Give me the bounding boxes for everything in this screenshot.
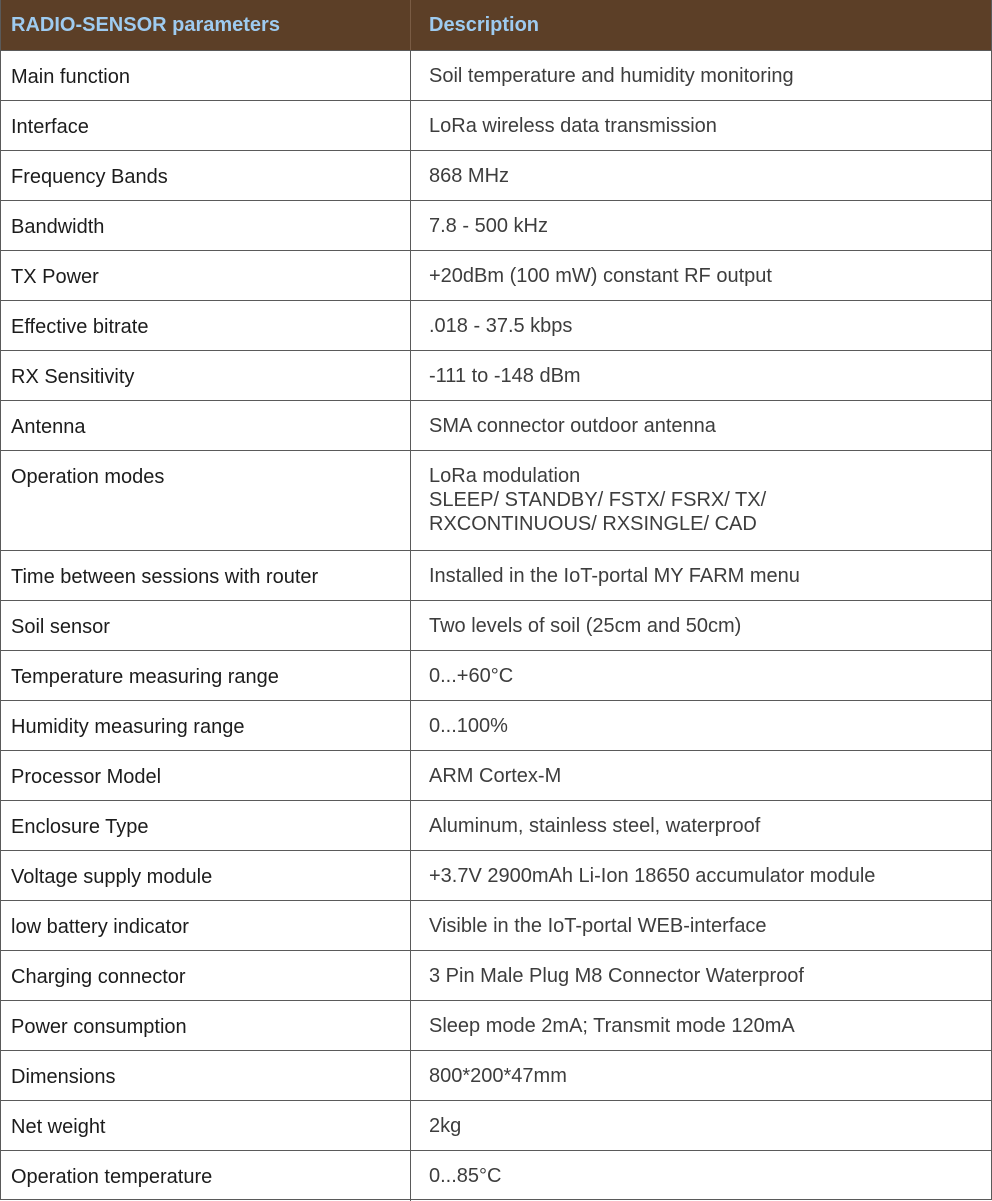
description-line: +3.7V 2900mAh Li-Ion 18650 accumulator module [429,865,876,887]
description-cell [410,401,991,450]
table-row [1,551,991,601]
description-cell [410,951,991,1000]
parameter-cell: Dimensions [11,1066,116,1088]
description-cell [410,301,991,350]
parameter-cell: Soil sensor [11,616,110,638]
description-line: 2kg [429,1115,462,1137]
description-cell [410,151,991,200]
table-row [1,151,991,201]
description-cell [410,901,991,950]
description-line: SMA connector outdoor antenna [429,415,716,437]
parameter-cell: Main function [11,66,130,88]
description-cell [410,51,991,100]
description-line: Visible in the IoT-portal WEB-interface [429,915,767,937]
description-line: LoRa wireless data transmission [429,115,717,137]
parameter-cell: Temperature measuring range [11,666,279,688]
description-line: 0...100% [429,715,508,737]
description-cell [410,351,991,400]
description-cell [410,1101,991,1150]
table-row [1,751,991,801]
parameter-cell: RX Sensitivity [11,366,135,388]
table-row [1,101,991,151]
table-row [1,951,991,1001]
table-row [1,651,991,701]
description-line: 7.8 - 500 kHz [429,215,548,237]
description-line: Aluminum, stainless steel, waterproof [429,815,761,837]
description-line: 868 MHz [429,165,510,187]
description-cell [410,651,991,700]
description-cell [410,601,991,650]
description-cell [410,851,991,900]
table-row [1,1001,991,1051]
table-row [1,601,991,651]
description-line: 800*200*47mm [429,1065,567,1087]
description-line: ARM Cortex-M [429,765,562,787]
header-description: Description [410,0,991,50]
table-row [1,301,991,351]
parameter-cell: Interface [11,116,89,138]
description-cell [410,751,991,800]
table-row [1,451,991,551]
parameter-cell: Bandwidth [11,216,105,238]
description-line: 0...85°C [429,1165,502,1187]
parameter-cell: Time between sessions with router [11,566,319,588]
parameter-cell: Charging connector [11,966,186,988]
description-line: 3 Pin Male Plug M8 Connector Waterproof [429,965,804,987]
description-line: SLEEP/ STANDBY/ FSTX/ FSRX/ TX/ [429,489,767,511]
description-line: 0...+60°C [429,665,514,687]
description-line: +20dBm (100 mW) constant RF output [429,265,772,287]
table-row [1,851,991,901]
table-row [1,701,991,751]
description-line: Soil temperature and humidity monitoring [429,65,794,87]
parameter-cell: TX Power [11,266,99,288]
description-cell [410,101,991,150]
description-cell [410,801,991,850]
parameter-cell: Processor Model [11,766,162,788]
description-line: Sleep mode 2mA; Transmit mode 120mA [429,1015,795,1037]
parameter-cell: low battery indicator [11,916,189,938]
description-line: Installed in the IoT-portal MY FARM menu [429,565,800,587]
parameter-cell: Operation temperature [11,1166,213,1188]
parameter-cell: Antenna [11,416,86,438]
table-row [1,51,991,101]
description-line: RXCONTINUOUS/ RXSINGLE/ CAD [429,513,757,535]
parameter-cell: Operation modes [11,466,165,488]
description-cell [410,201,991,250]
description-cell [410,451,991,550]
parameter-cell: Net weight [11,1116,106,1138]
description-cell [410,701,991,750]
table-row [1,1101,991,1151]
parameter-cell: Enclosure Type [11,816,149,838]
table-header-row [1,0,991,51]
table-row [1,401,991,451]
table-row [1,801,991,851]
header-parameter: RADIO-SENSOR parameters [11,13,280,36]
parameter-cell: Humidity measuring range [11,716,245,738]
table-row [1,251,991,301]
description-cell [410,251,991,300]
description-line: Two levels of soil (25cm and 50cm) [429,615,742,637]
parameter-cell: Frequency Bands [11,166,168,188]
table-row [1,351,991,401]
table-row [1,1151,991,1201]
description-cell [410,1151,991,1201]
description-line: LoRa modulation [429,465,581,487]
table-row [1,201,991,251]
table-row [1,1051,991,1101]
description-line: -111 to -148 dBm [429,365,581,387]
parameter-cell: Power consumption [11,1016,187,1038]
description-cell [410,551,991,600]
description-line: .018 - 37.5 kbps [429,315,573,337]
description-cell [410,1001,991,1050]
description-cell [410,1051,991,1100]
parameter-cell: Effective bitrate [11,316,149,338]
parameter-cell: Voltage supply module [11,866,213,888]
table-row [1,901,991,951]
table-body [1,51,991,1201]
